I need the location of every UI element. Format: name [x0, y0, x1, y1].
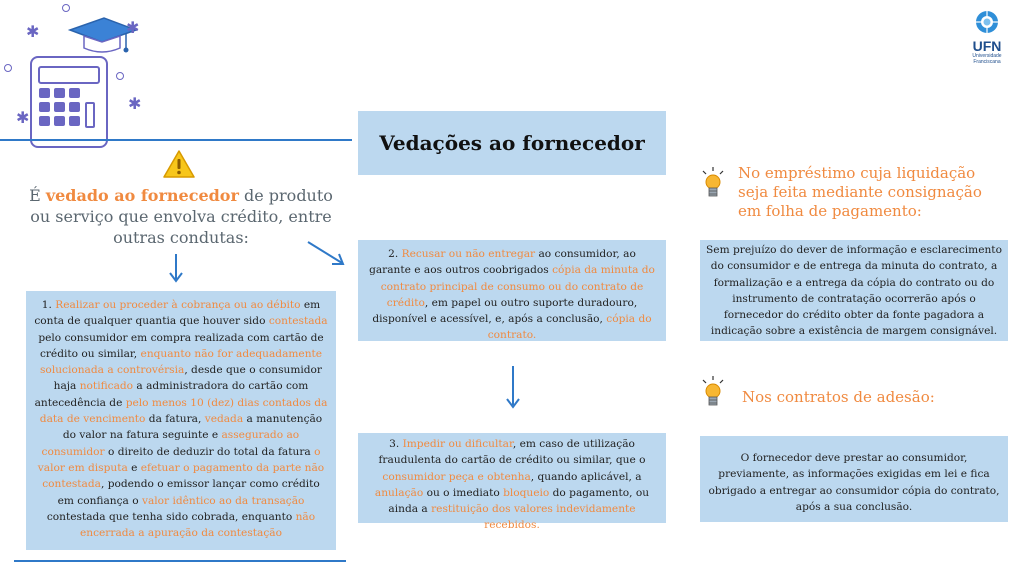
right1-heading: No empréstimo cuja liquidação seja feita mediante consignação em folha de pagamento:	[738, 164, 982, 220]
item1-text-run: , desde que o consumidor haja	[53, 364, 322, 393]
right1-body: Sem prejuízo do dever de informação e esclarecimento do consumidor e de entrega da minuta do contrato, a formalização e a entrega da cópia do contrato ou do instrumento de contratação ocorrerão após o fornecedor do crédito obter da fonte pagadora a indicação sobre a existência de margem consignável.	[706, 244, 1002, 338]
item1-highlight: o valor em disputa	[37, 445, 321, 474]
item3-highlight: consumidor peça e obtenha	[382, 470, 531, 483]
item1-text-run: da fatura,	[145, 413, 205, 426]
item3-box	[358, 433, 666, 532]
item2-box	[358, 240, 666, 341]
item3-text	[364, 436, 660, 534]
sparkle-icon: ✱	[16, 108, 30, 127]
item2-text-run: 2.	[388, 248, 402, 260]
right2-body: O fornecedor deve prestar ao consumidor, previamente, as informações exigidas em lei e fica obrigado a entregar ao consumidor cópia do contrato, após a sua conclusão.	[708, 452, 1000, 513]
item2-text-run: , em papel ou outro suporte duradouro, disponível e acessível, e, após a conclusão,	[372, 296, 638, 326]
sparkle-icon: ✱	[126, 18, 140, 37]
item1-highlight: assegurado ao consumidor	[41, 429, 300, 458]
item1-text-run: a administradora do cartão com antecedência de	[34, 380, 309, 409]
item3-text-run: , quando aplicável, a	[530, 470, 642, 483]
item1-text-run: pelo consumidor em compra realizada com cartão de crédito ou similar,	[38, 331, 324, 360]
item1-highlight: notificado	[79, 380, 134, 393]
item2-text-run: ao consumidor, ao garante e aos outros coobrigados	[369, 248, 636, 277]
arrow-down-icon	[168, 253, 184, 283]
bottom-divider-line	[14, 560, 346, 562]
item3-highlight: anulação	[374, 486, 424, 499]
right2-heading: Nos contratos de adesão:	[742, 388, 935, 406]
warning-icon	[163, 150, 195, 178]
item1-highlight: contestada	[268, 315, 328, 328]
item1-text	[34, 297, 328, 541]
lightbulb-icon	[700, 375, 726, 411]
sparkle-icon: ✱	[26, 22, 40, 41]
item1-text-run: em conta de qualquer quantia que houver sido	[34, 299, 321, 328]
calculator-screen	[38, 66, 100, 84]
item1-text-run: , podendo o emissor lançar como crédito em confiança o	[57, 478, 320, 507]
calculator-key-tall	[85, 102, 95, 128]
calculator-key	[69, 116, 80, 126]
item3-text-run: ou o imediato	[423, 486, 504, 499]
intro-text	[26, 185, 336, 248]
item1-text-run: a manutenção do valor na fatura seguinte e	[62, 413, 323, 442]
calculator-key	[54, 102, 65, 112]
calculator-key	[54, 88, 65, 98]
item1-highlight: vedada	[204, 413, 244, 426]
item3-text-run: , em caso de utilização fraudulenta do cartão de crédito ou similar, que o	[378, 438, 646, 467]
item1-highlight: efetuar o pagamento da parte não contestada	[42, 461, 325, 491]
item3-highlight: restituição dos valores indevidamente recebidos.	[431, 503, 636, 532]
calculator-key	[39, 116, 50, 126]
lightbulb-icon	[700, 166, 726, 202]
item3-text-run: do pagamento, ou ainda a	[388, 486, 650, 516]
item1-highlight: Realizar ou proceder à cobrança ou ao débito	[55, 299, 301, 311]
calculator-key	[69, 102, 80, 112]
logo-subtitle-2: Franciscana	[973, 59, 1001, 65]
right2-box	[700, 436, 1008, 522]
divider-line	[0, 139, 352, 141]
item1-text-run: contestada que tenha sido cobrada, enquanto	[46, 510, 296, 523]
item3-highlight: Impedir ou dificultar	[402, 438, 513, 450]
item3-text-run: 3.	[389, 438, 403, 450]
calculator-key	[54, 116, 65, 126]
title-box	[358, 111, 666, 175]
item2-highlight: Recusar ou não entregar	[401, 248, 536, 260]
ring-dot	[116, 72, 124, 80]
ufn-logo	[963, 10, 1011, 65]
ring-dot	[4, 64, 12, 72]
arrow-down-icon	[505, 365, 521, 409]
sparkle-icon: ✱	[128, 94, 142, 113]
page-title: Vedações ao fornecedor	[379, 131, 645, 155]
intro-part2: de produto ou serviço que envolva crédito, entre outras condutas:	[30, 186, 333, 247]
item2-highlight: cópia da minuta do contrato principal de consumo ou do contrato de crédito	[380, 264, 655, 309]
right1-box	[700, 240, 1008, 341]
item1-highlight: pelo menos 10 (dez) dias contados da data de vencimento	[39, 396, 328, 426]
ring-dot	[62, 4, 70, 12]
item1-box	[26, 291, 336, 550]
item1-text-run: e	[127, 461, 141, 474]
calculator-key	[39, 102, 50, 112]
intro-part1: É	[29, 186, 46, 205]
logo-emblem-icon	[975, 10, 999, 34]
item2-highlight: cópia do contrato.	[487, 313, 652, 342]
item2-text	[366, 246, 658, 344]
item1-text-run: o direito de deduzir do total da fatura	[104, 445, 315, 458]
logo-name: UFN	[972, 38, 1002, 54]
logo-subtitle-1: Universidade	[972, 53, 1002, 59]
calculator-key	[69, 88, 80, 98]
item1-text-run: 1.	[41, 299, 56, 311]
item3-highlight: bloqueio	[503, 486, 550, 499]
item1-highlight: não encerrada a apuração da contestação	[80, 510, 316, 540]
item1-highlight: enquanto não for adequadamente solucionada a controvérsia	[40, 347, 323, 377]
arrow-diagonal-icon	[306, 240, 346, 268]
intro-highlight: vedado ao fornecedor	[45, 186, 239, 205]
calculator-key	[39, 88, 50, 98]
item1-highlight: valor idêntico ao da transação	[141, 494, 305, 507]
